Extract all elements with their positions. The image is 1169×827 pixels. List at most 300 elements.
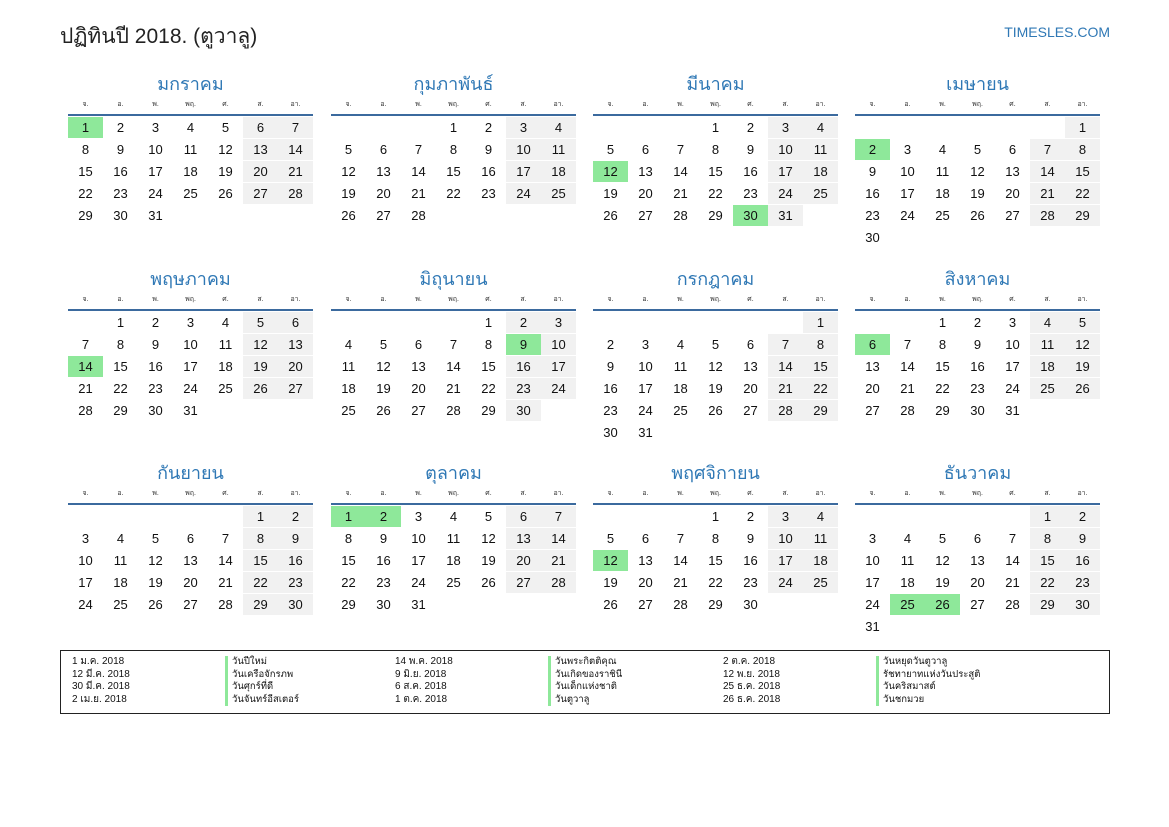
day-cell: 21 bbox=[78, 381, 93, 396]
day-cell: 5 bbox=[1065, 312, 1100, 333]
week-row bbox=[68, 400, 313, 422]
day-cell: 29 bbox=[78, 208, 93, 223]
weekday-label: ส. bbox=[520, 296, 527, 303]
holiday-date: 9 มิ.ย. 2018 bbox=[395, 668, 447, 680]
day-cell: 23 bbox=[481, 186, 496, 201]
day-cell: 24 bbox=[768, 183, 803, 204]
day-cell: 6 bbox=[973, 531, 982, 546]
legend-column bbox=[723, 656, 1043, 706]
weekday-label: อ. bbox=[642, 296, 649, 303]
month-block bbox=[331, 267, 576, 422]
day-cell: 15 bbox=[1030, 550, 1065, 571]
empty-day-cell bbox=[803, 422, 838, 443]
day-cell: 10 bbox=[638, 359, 653, 374]
weekday-label: อา. bbox=[553, 101, 564, 108]
legend-item bbox=[72, 681, 392, 694]
empty-day-cell bbox=[436, 594, 471, 615]
empty-day-cell bbox=[138, 506, 173, 527]
month-divider bbox=[68, 503, 313, 505]
day-cell: 23 bbox=[743, 575, 758, 590]
holiday-date: 2 ต.ค. 2018 bbox=[723, 656, 776, 667]
weekday-header bbox=[68, 98, 313, 112]
holiday-marker bbox=[876, 656, 879, 669]
day-cell: 7 bbox=[414, 142, 423, 157]
day-cell: 29 bbox=[935, 403, 950, 418]
day-cell: 23 bbox=[113, 186, 128, 201]
empty-day-cell bbox=[243, 400, 278, 421]
day-cell: 31 bbox=[1005, 403, 1020, 418]
holiday-name: วันเครือจักรภพ bbox=[232, 668, 294, 680]
holiday-date: 1 ม.ค. 2018 bbox=[72, 656, 125, 667]
day-cell: 26 bbox=[1065, 378, 1100, 399]
day-cell: 7 bbox=[1030, 139, 1065, 160]
day-cell: 14 bbox=[900, 359, 915, 374]
day-cell: 11 bbox=[113, 553, 128, 568]
week-row bbox=[68, 205, 313, 227]
weekday-label: พ. bbox=[152, 490, 159, 497]
day-cell: 17 bbox=[183, 359, 198, 374]
day-cell: 13 bbox=[638, 553, 653, 568]
day-cell: 25 bbox=[935, 208, 950, 223]
holiday-name: วันปีใหม่ bbox=[232, 656, 268, 667]
day-cell: 11 bbox=[341, 359, 356, 374]
weekday-label: อา. bbox=[290, 296, 301, 303]
day-cell: 31 bbox=[148, 208, 163, 223]
weekday-label: ศ. bbox=[485, 296, 492, 303]
day-cell: 30 bbox=[1065, 594, 1100, 615]
day-cell: 1 bbox=[711, 509, 720, 524]
holiday-marker bbox=[548, 681, 551, 694]
day-cell: 8 bbox=[711, 142, 720, 157]
holiday-date: 12 พ.ย. 2018 bbox=[723, 668, 780, 680]
day-cell: 5 bbox=[221, 120, 230, 135]
day-cell: 25 bbox=[341, 403, 356, 418]
day-cell: 27 bbox=[506, 572, 541, 593]
day-cell: 1 bbox=[116, 315, 125, 330]
day-cell: 21 bbox=[1030, 183, 1065, 204]
holiday-marker bbox=[548, 656, 551, 669]
day-cell: 6 bbox=[414, 337, 423, 352]
day-cell: 17 bbox=[638, 381, 653, 396]
month-block bbox=[68, 267, 313, 422]
day-cell: 11 bbox=[541, 139, 576, 160]
day-cell: 18 bbox=[341, 381, 356, 396]
empty-day-cell bbox=[1030, 616, 1065, 637]
month-days bbox=[331, 117, 576, 227]
holiday-marker bbox=[876, 669, 879, 682]
empty-day-cell bbox=[593, 312, 628, 333]
day-cell: 19 bbox=[603, 575, 618, 590]
month-name: มกราคม bbox=[157, 74, 224, 94]
day-cell: 8 bbox=[449, 142, 458, 157]
day-cell: 25 bbox=[446, 575, 461, 590]
legend-item bbox=[72, 694, 392, 707]
weekday-label: อ. bbox=[642, 101, 649, 108]
day-cell: 16 bbox=[506, 356, 541, 377]
day-cell: 20 bbox=[243, 161, 278, 182]
empty-day-cell bbox=[960, 616, 995, 637]
month-name: ตุลาคม bbox=[425, 463, 482, 483]
weekday-label: ส. bbox=[257, 101, 264, 108]
day-cell: 29 bbox=[1065, 205, 1100, 226]
day-cell: 4 bbox=[1030, 312, 1065, 333]
empty-day-cell bbox=[733, 312, 768, 333]
day-cell: 31 bbox=[768, 205, 803, 226]
month-days bbox=[855, 312, 1100, 422]
weekday-label: จ. bbox=[345, 490, 352, 497]
weekday-label: จ. bbox=[869, 296, 876, 303]
day-cell: 26 bbox=[376, 403, 391, 418]
day-cell: 27 bbox=[411, 403, 426, 418]
weekday-header bbox=[593, 98, 838, 112]
month-divider bbox=[331, 309, 576, 311]
month-name: สิงหาคม bbox=[944, 269, 1011, 289]
week-row bbox=[68, 161, 313, 183]
site-link[interactable]: TIMESLES.COM bbox=[1004, 24, 1110, 40]
month-days bbox=[331, 506, 576, 616]
day-cell: 8 bbox=[116, 337, 125, 352]
day-cell: 24 bbox=[148, 186, 163, 201]
week-row bbox=[68, 528, 313, 550]
weekday-label: อ. bbox=[117, 296, 124, 303]
day-cell: 12 bbox=[1065, 334, 1100, 355]
day-cell: 17 bbox=[78, 575, 93, 590]
day-cell: 17 bbox=[900, 186, 915, 201]
week-row bbox=[331, 312, 576, 334]
day-cell: 24 bbox=[183, 381, 198, 396]
day-cell: 25 bbox=[803, 183, 838, 204]
holiday-marker bbox=[225, 694, 228, 707]
weekday-label: ส. bbox=[257, 296, 264, 303]
day-cell: 1 bbox=[711, 120, 720, 135]
day-cell: 22 bbox=[243, 572, 278, 593]
page-title: ปฏิทินปี 2018. (ตูวาลู) bbox=[60, 25, 258, 48]
weekday-label: ศ. bbox=[747, 296, 754, 303]
weekday-label: ศ. bbox=[222, 296, 229, 303]
week-row bbox=[855, 205, 1100, 227]
day-cell: 7 bbox=[768, 334, 803, 355]
day-cell: 5 bbox=[606, 142, 615, 157]
day-cell: 28 bbox=[900, 403, 915, 418]
week-row bbox=[331, 400, 576, 422]
empty-day-cell bbox=[331, 117, 366, 138]
day-cell: 2 bbox=[746, 509, 755, 524]
empty-day-cell bbox=[471, 594, 506, 615]
weekday-label: พฤ. bbox=[448, 101, 459, 108]
weekday-label: ส. bbox=[1044, 296, 1051, 303]
month-block bbox=[593, 72, 838, 227]
day-cell: 18 bbox=[218, 359, 233, 374]
weekday-label: อ. bbox=[642, 490, 649, 497]
day-cell: 6 bbox=[186, 531, 195, 546]
day-cell: 16 bbox=[603, 381, 618, 396]
weekday-label: อ. bbox=[904, 490, 911, 497]
weekday-label: พฤ. bbox=[972, 490, 983, 497]
legend-item bbox=[723, 694, 1043, 707]
day-cell: 26 bbox=[218, 186, 233, 201]
day-cell: 16 bbox=[1065, 550, 1100, 571]
week-row bbox=[331, 550, 576, 572]
day-cell: 11 bbox=[935, 164, 950, 179]
day-cell: 15 bbox=[481, 359, 496, 374]
day-cell: 25 bbox=[541, 183, 576, 204]
day-cell: 28 bbox=[446, 403, 461, 418]
empty-day-cell bbox=[278, 400, 313, 421]
day-cell: 12 bbox=[218, 142, 233, 157]
empty-day-cell bbox=[960, 227, 995, 248]
day-cell: 13 bbox=[1005, 164, 1020, 179]
day-cell: 24 bbox=[411, 575, 426, 590]
weekday-header bbox=[68, 487, 313, 501]
day-cell: 10 bbox=[78, 553, 93, 568]
month-block bbox=[68, 461, 313, 616]
week-row bbox=[68, 550, 313, 572]
day-cell: 28 bbox=[1005, 597, 1020, 612]
weekday-label: พ. bbox=[939, 101, 946, 108]
day-cell: 15 bbox=[708, 553, 723, 568]
day-cell: 21 bbox=[1005, 575, 1020, 590]
day-cell: 18 bbox=[935, 186, 950, 201]
week-row bbox=[593, 139, 838, 161]
week-row bbox=[593, 312, 838, 334]
holiday-day-cell: 1 bbox=[331, 506, 366, 527]
day-cell: 9 bbox=[278, 528, 313, 549]
week-row bbox=[331, 594, 576, 616]
week-row bbox=[593, 183, 838, 205]
day-cell: 30 bbox=[970, 403, 985, 418]
month-divider bbox=[593, 309, 838, 311]
day-cell: 24 bbox=[541, 378, 576, 399]
day-cell: 28 bbox=[768, 400, 803, 421]
day-cell: 19 bbox=[218, 164, 233, 179]
weekday-label: อา. bbox=[1077, 296, 1088, 303]
day-cell: 21 bbox=[446, 381, 461, 396]
day-cell: 20 bbox=[411, 381, 426, 396]
day-cell: 15 bbox=[446, 164, 461, 179]
day-cell: 24 bbox=[768, 572, 803, 593]
day-cell: 17 bbox=[148, 164, 163, 179]
day-cell: 21 bbox=[768, 378, 803, 399]
week-row bbox=[331, 334, 576, 356]
day-cell: 12 bbox=[148, 553, 163, 568]
empty-day-cell bbox=[593, 117, 628, 138]
day-cell: 5 bbox=[606, 531, 615, 546]
weekday-label: พ. bbox=[152, 101, 159, 108]
legend-item bbox=[395, 669, 715, 682]
day-cell: 8 bbox=[803, 334, 838, 355]
day-cell: 26 bbox=[148, 597, 163, 612]
day-cell: 5 bbox=[344, 142, 353, 157]
empty-day-cell bbox=[995, 506, 1030, 527]
empty-day-cell bbox=[768, 594, 803, 615]
day-cell: 4 bbox=[903, 531, 912, 546]
weekday-label: ศ. bbox=[747, 101, 754, 108]
day-cell: 27 bbox=[376, 208, 391, 223]
day-cell: 23 bbox=[603, 403, 618, 418]
weekday-label: พฤ. bbox=[185, 490, 196, 497]
day-cell: 6 bbox=[379, 142, 388, 157]
day-cell: 4 bbox=[803, 117, 838, 138]
day-cell: 10 bbox=[768, 528, 803, 549]
holiday-name: วันชกมวย bbox=[883, 693, 925, 705]
day-cell: 9 bbox=[379, 531, 388, 546]
day-cell: 28 bbox=[673, 597, 688, 612]
day-cell: 2 bbox=[1065, 506, 1100, 527]
holiday-marker bbox=[225, 681, 228, 694]
day-cell: 28 bbox=[218, 597, 233, 612]
day-cell: 18 bbox=[900, 575, 915, 590]
day-cell: 1 bbox=[803, 312, 838, 333]
legend-column bbox=[72, 656, 392, 706]
weekday-label: พ. bbox=[939, 490, 946, 497]
day-cell: 4 bbox=[676, 337, 685, 352]
day-cell: 4 bbox=[221, 315, 230, 330]
day-cell: 6 bbox=[278, 312, 313, 333]
day-cell: 24 bbox=[506, 183, 541, 204]
day-cell: 14 bbox=[673, 553, 688, 568]
weekday-label: จ. bbox=[869, 101, 876, 108]
day-cell: 13 bbox=[638, 164, 653, 179]
empty-day-cell bbox=[173, 205, 208, 226]
month-days bbox=[593, 117, 838, 227]
day-cell: 26 bbox=[243, 378, 278, 399]
day-cell: 12 bbox=[708, 359, 723, 374]
empty-day-cell bbox=[960, 117, 995, 138]
empty-day-cell bbox=[768, 312, 803, 333]
day-cell: 21 bbox=[673, 575, 688, 590]
month-block bbox=[855, 267, 1100, 422]
weekday-label: อ. bbox=[380, 296, 387, 303]
day-cell: 19 bbox=[603, 186, 618, 201]
day-cell: 26 bbox=[481, 575, 496, 590]
holiday-day-cell: 6 bbox=[855, 334, 890, 355]
day-cell: 24 bbox=[900, 208, 915, 223]
week-row bbox=[855, 312, 1100, 334]
weekday-label: พฤ. bbox=[972, 296, 983, 303]
day-cell: 20 bbox=[376, 186, 391, 201]
empty-day-cell bbox=[733, 422, 768, 443]
holiday-marker bbox=[225, 669, 228, 682]
week-row bbox=[593, 550, 838, 572]
month-days bbox=[68, 506, 313, 616]
day-cell: 30 bbox=[603, 425, 618, 440]
day-cell: 12 bbox=[481, 531, 496, 546]
empty-day-cell bbox=[925, 616, 960, 637]
day-cell: 27 bbox=[278, 378, 313, 399]
day-cell: 10 bbox=[1005, 337, 1020, 352]
day-cell: 4 bbox=[344, 337, 353, 352]
day-cell: 25 bbox=[673, 403, 688, 418]
weekday-label: อ. bbox=[380, 490, 387, 497]
day-cell: 27 bbox=[638, 597, 653, 612]
day-cell: 4 bbox=[541, 117, 576, 138]
day-cell: 9 bbox=[1065, 528, 1100, 549]
empty-day-cell bbox=[1065, 227, 1100, 248]
day-cell: 2 bbox=[506, 312, 541, 333]
day-cell: 20 bbox=[865, 381, 880, 396]
day-cell: 31 bbox=[411, 597, 426, 612]
weekday-label: อา. bbox=[290, 101, 301, 108]
weekday-label: พ. bbox=[677, 101, 684, 108]
day-cell: 3 bbox=[768, 506, 803, 527]
week-row bbox=[855, 161, 1100, 183]
weekday-header bbox=[331, 487, 576, 501]
week-row bbox=[331, 356, 576, 378]
legend-item bbox=[395, 681, 715, 694]
weekday-label: ส. bbox=[1044, 490, 1051, 497]
weekday-header bbox=[68, 293, 313, 307]
day-cell: 9 bbox=[746, 531, 755, 546]
week-row bbox=[593, 334, 838, 356]
empty-day-cell bbox=[890, 312, 925, 333]
holiday-date: 6 ส.ค. 2018 bbox=[395, 681, 447, 692]
day-cell: 17 bbox=[411, 553, 426, 568]
weekday-label: จ. bbox=[345, 296, 352, 303]
weekday-label: อา. bbox=[815, 490, 826, 497]
day-cell: 18 bbox=[541, 161, 576, 182]
weekday-label: ศ. bbox=[222, 101, 229, 108]
day-cell: 15 bbox=[78, 164, 93, 179]
day-cell: 7 bbox=[81, 337, 90, 352]
day-cell: 18 bbox=[803, 550, 838, 571]
month-divider bbox=[855, 114, 1100, 116]
week-row bbox=[68, 117, 313, 139]
day-cell: 27 bbox=[1005, 208, 1020, 223]
day-cell: 1 bbox=[1030, 506, 1065, 527]
day-cell: 8 bbox=[711, 531, 720, 546]
day-cell: 4 bbox=[116, 531, 125, 546]
empty-day-cell bbox=[663, 422, 698, 443]
holiday-day-cell: 25 bbox=[890, 594, 925, 615]
day-cell: 29 bbox=[708, 597, 723, 612]
weekday-label: ส. bbox=[1044, 101, 1051, 108]
day-cell: 7 bbox=[278, 117, 313, 138]
weekday-label: ส. bbox=[257, 490, 264, 497]
empty-day-cell bbox=[855, 506, 890, 527]
weekday-label: จ. bbox=[82, 101, 89, 108]
day-cell: 17 bbox=[1005, 359, 1020, 374]
empty-day-cell bbox=[663, 312, 698, 333]
month-block bbox=[593, 267, 838, 444]
weekday-label: ศ. bbox=[485, 490, 492, 497]
empty-day-cell bbox=[925, 117, 960, 138]
week-row bbox=[855, 227, 1100, 249]
month-days bbox=[68, 312, 313, 422]
day-cell: 19 bbox=[341, 186, 356, 201]
day-cell: 16 bbox=[743, 553, 758, 568]
day-cell: 24 bbox=[865, 597, 880, 612]
day-cell: 20 bbox=[638, 186, 653, 201]
day-cell: 29 bbox=[803, 400, 838, 421]
week-row bbox=[68, 139, 313, 161]
day-cell: 16 bbox=[865, 186, 880, 201]
month-block bbox=[855, 461, 1100, 638]
weekday-label: พฤ. bbox=[710, 101, 721, 108]
weekday-label: จ. bbox=[607, 296, 614, 303]
holiday-day-cell: 12 bbox=[593, 550, 628, 571]
empty-day-cell bbox=[1030, 227, 1065, 248]
day-cell: 1 bbox=[243, 506, 278, 527]
empty-day-cell bbox=[401, 312, 436, 333]
day-cell: 12 bbox=[935, 553, 950, 568]
month-name: กุมภาพันธ์ bbox=[413, 74, 494, 94]
day-cell: 22 bbox=[446, 186, 461, 201]
week-row bbox=[331, 506, 576, 528]
weekday-label: อา. bbox=[290, 490, 301, 497]
day-cell: 31 bbox=[865, 619, 880, 634]
day-cell: 3 bbox=[81, 531, 90, 546]
week-row bbox=[331, 572, 576, 594]
